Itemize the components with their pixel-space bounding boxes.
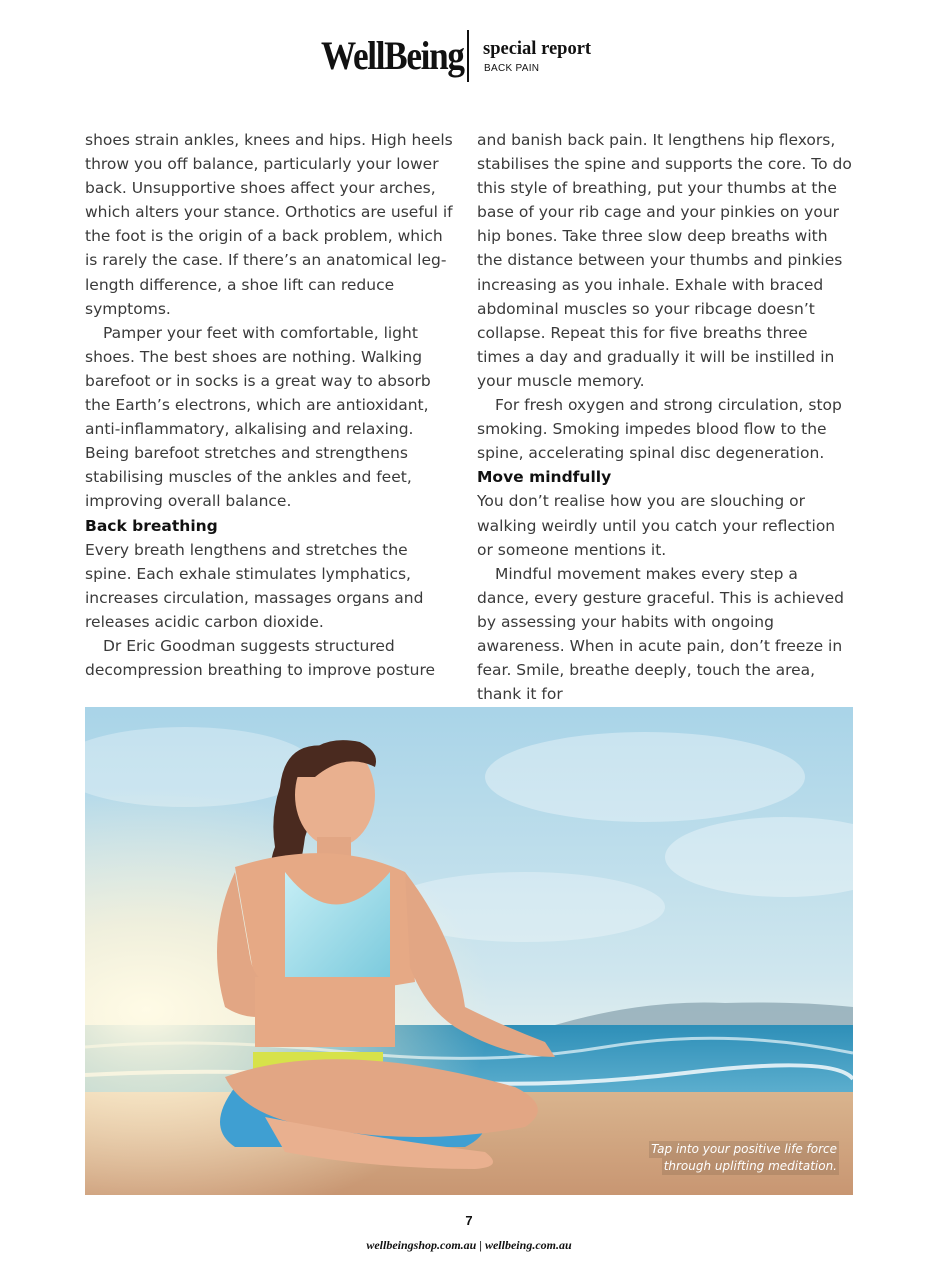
paragraph: and banish back pain. It lengthens hip flexors, stabilises the spine and supports the core. To do this style of breathing, put your thumbs at the base of your rib cage and your pinkies on your hip bones. Take three slow deep breaths with the distance between your thumbs and pinkies increasing as you inhale. Exhale with braced abdominal muscles so your ribcage doesn’t collapse. Repeat this for five breaths three times a day and gradually it will be instilled in your muscle memory.	[477, 131, 852, 390]
paragraph: Every breath lengthens and stretches the spine. Each exhale stimulates lymphatics, increases circulation, massages organs and releases acidic carbon dioxide.	[85, 540, 424, 631]
left-column	[85, 128, 457, 682]
header-divider	[467, 30, 469, 82]
section-title: special report	[483, 39, 592, 59]
meditation-photo	[85, 707, 853, 1195]
paragraph: Mindful movement makes every step a dance, every gesture graceful. This is achieved by assessing your habits with ongoing awareness. When in acute pain, don’t freeze in fear. Smile, breathe deeply, touch the area, thank it for	[477, 564, 844, 704]
section-topic: BACK PAIN	[484, 63, 540, 74]
photo-illustration	[85, 707, 853, 1195]
paragraph: For fresh oxygen and strong circulation, stop smoking. Smoking impedes blood flow to the spine, accelerating spinal disc degeneration.	[477, 396, 842, 463]
paragraph: shoes strain ankles, knees and hips. High heels throw you off balance, particularly your lower back. Unsupportive shoes affect your arches, which alters your stance. Orthotics are useful if the foot is the origin of a back problem, which is rarely the case. If there’s an anatomical leg-length difference, a shoe lift can reduce symptoms.	[85, 131, 453, 318]
right-column	[477, 128, 853, 706]
brand-logo: WellBeing	[321, 33, 464, 78]
footer-urls: wellbeingshop.com.au | wellbeing.com.au	[366, 1238, 572, 1252]
page-header	[0, 30, 938, 84]
caption-line: through uplifting meditation.	[663, 1159, 837, 1173]
subheading-back-breathing: Back breathing	[85, 516, 218, 535]
photo-caption	[649, 1141, 839, 1175]
paragraph: Dr Eric Goodman suggests structured decompression breathing to improve posture	[85, 636, 436, 680]
page-number: 7	[465, 1213, 473, 1228]
subheading-move-mindfully: Move mindfully	[477, 468, 612, 487]
paragraph: Pamper your feet with comfortable, light shoes. The best shoes are nothing. Walking barefoot or in socks is a great way to absorb the Earth’s electrons, which are antioxidant, anti-inflammatory, alkalising and relaxing. Being barefoot stretches and strengthens stabilising muscles of the ankles and feet, improving overall balance.	[85, 323, 431, 511]
paragraph: You don’t realise how you are slouching or walking weirdly until you catch your reflection or someone mentions it.	[477, 492, 836, 559]
caption-line: Tap into your positive life force	[651, 1142, 837, 1156]
